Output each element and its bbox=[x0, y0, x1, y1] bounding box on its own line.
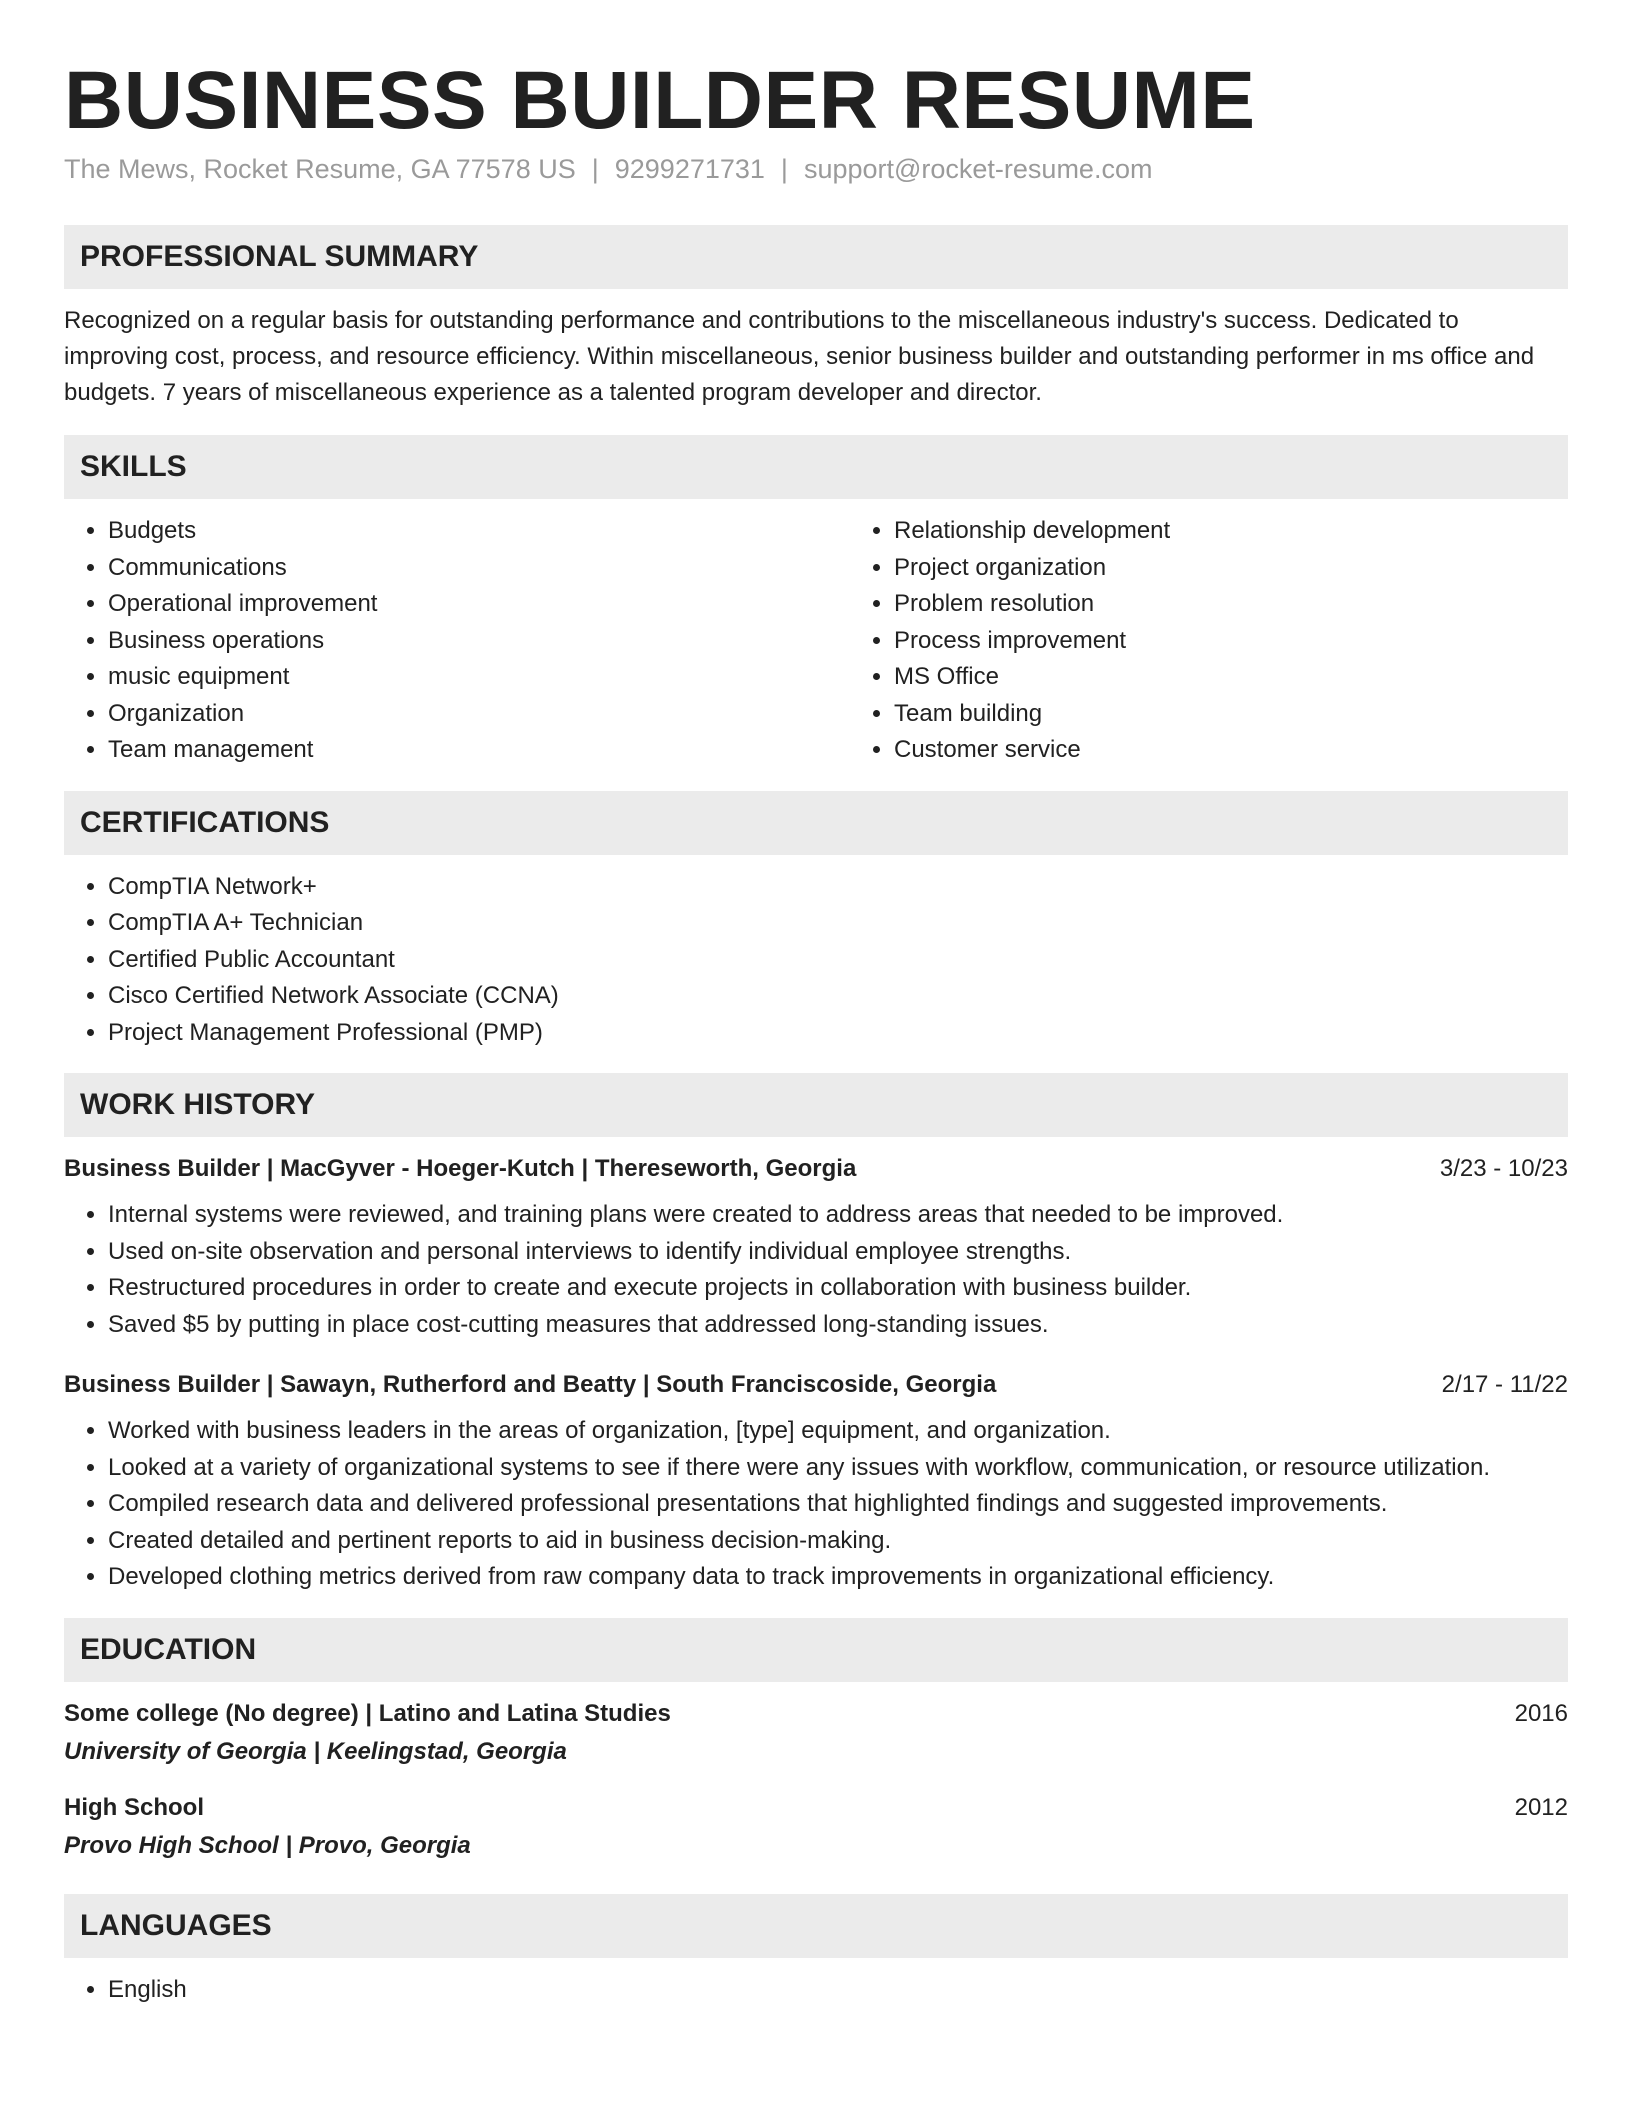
job-bullet: • Compiled research data and delivered professional presentations that highlighted findings and suggested improvements. bbox=[108, 1486, 1568, 1523]
job-title: Business Builder | MacGyver - Hoeger-Kutch | Thereseworth, Georgia bbox=[64, 1155, 857, 1183]
skill-item: • Project organization bbox=[894, 550, 1632, 587]
section-heading-work-history: WORK HISTORY bbox=[64, 1073, 1568, 1137]
language-item: • English bbox=[108, 1972, 1568, 2009]
job-bullet: • Used on-site observation and personal interviews to identify individual employee strengths. bbox=[108, 1234, 1568, 1271]
job-bullet: • Internal systems were reviewed, and training plans were created to address areas that needed to be improved. bbox=[108, 1197, 1568, 1234]
skill-item: • Budgets bbox=[108, 513, 850, 550]
certification-item: • Cisco Certified Network Associate (CCNA) bbox=[108, 978, 1568, 1015]
job-bullet: • Saved $5 by putting in place cost-cutting measures that addressed long-standing issues. bbox=[108, 1307, 1568, 1344]
skill-item: • Relationship development bbox=[894, 513, 1632, 550]
job-dates: 3/23 - 10/23 bbox=[1439, 1155, 1568, 1183]
certifications-list bbox=[64, 869, 1568, 1052]
section-heading-certifications: CERTIFICATIONS bbox=[64, 791, 1568, 855]
education-header bbox=[64, 1700, 1568, 1728]
education-header bbox=[64, 1794, 1568, 1822]
skill-item: • Team building bbox=[894, 696, 1632, 733]
contact-separator: | bbox=[780, 154, 788, 185]
section-heading-education: EDUCATION bbox=[64, 1618, 1568, 1682]
education-school: University of Georgia | Keelingstad, Georgia bbox=[64, 1737, 567, 1765]
skill-item: • Business operations bbox=[108, 623, 850, 660]
resume-title: BUSINESS BUILDER RESUME bbox=[64, 55, 1256, 146]
skills-list bbox=[64, 513, 1568, 769]
job-bullet: • Developed clothing metrics derived from raw company data to track improvements in organizational efficiency. bbox=[108, 1559, 1568, 1596]
education-school: Provo High School | Provo, Georgia bbox=[64, 1831, 471, 1859]
section-heading-languages: LANGUAGES bbox=[64, 1894, 1568, 1958]
contact-address: The Mews, Rocket Resume, GA 77578 US bbox=[64, 154, 576, 185]
education-year: 2012 bbox=[1514, 1793, 1568, 1821]
certification-item: • CompTIA Network+ bbox=[108, 869, 1568, 906]
job-bullet: • Restructured procedures in order to create and execute projects in collaboration with business builder. bbox=[108, 1270, 1568, 1307]
skill-item: • Customer service bbox=[894, 732, 1632, 769]
job-bullets bbox=[64, 1197, 1568, 1343]
skill-item: • Organization bbox=[108, 696, 850, 733]
contact-separator: | bbox=[591, 154, 599, 185]
skills-column-left bbox=[64, 513, 850, 769]
contact-phone: 9299271731 bbox=[614, 154, 765, 185]
education-degree: Some college (No degree) | Latino and Latina Studies bbox=[64, 1699, 671, 1727]
skill-item: • Team management bbox=[108, 732, 850, 769]
skill-item: • music equipment bbox=[108, 659, 850, 696]
contact-email: support@rocket-resume.com bbox=[803, 154, 1153, 185]
languages-list bbox=[64, 1972, 1568, 2009]
job-title: Business Builder | Sawayn, Rutherford and Beatty | South Franciscoside, Georgia bbox=[64, 1371, 997, 1399]
education-year: 2016 bbox=[1514, 1699, 1568, 1727]
skill-item: • MS Office bbox=[894, 659, 1632, 696]
skill-item: • Problem resolution bbox=[894, 586, 1632, 623]
section-heading-skills: SKILLS bbox=[64, 435, 1568, 499]
job-bullet: • Worked with business leaders in the areas of organization, [type] equipment, and organization. bbox=[108, 1413, 1568, 1450]
skills-column-right bbox=[850, 513, 1632, 769]
job-bullet: • Looked at a variety of organizational systems to see if there were any issues with workflow, communication, or resource utilization. bbox=[108, 1450, 1568, 1487]
job-header bbox=[64, 1371, 1568, 1399]
job-dates: 2/17 - 11/22 bbox=[1441, 1371, 1568, 1399]
section-heading-summary: PROFESSIONAL SUMMARY bbox=[64, 225, 1568, 289]
certification-item: • Certified Public Accountant bbox=[108, 942, 1568, 979]
skill-item: • Operational improvement bbox=[108, 586, 850, 623]
job-header bbox=[64, 1155, 1568, 1183]
job-bullets bbox=[64, 1413, 1568, 1596]
job-bullet: • Created detailed and pertinent reports to aid in business decision-making. bbox=[108, 1523, 1568, 1560]
skill-item: • Process improvement bbox=[894, 623, 1632, 660]
certification-item: • CompTIA A+ Technician bbox=[108, 905, 1568, 942]
skill-item: • Communications bbox=[108, 550, 850, 587]
certification-item: • Project Management Professional (PMP) bbox=[108, 1015, 1568, 1052]
education-degree: High School bbox=[64, 1793, 204, 1821]
summary-text: Recognized on a regular basis for outstanding performance and contributions to the miscellaneous industry's success. Dedicated to improving cost, process, and resource efficiency. Within miscellaneous, senior business builder and outstanding performer in ms office and budgets. 7 years of miscellaneous experience as a talented program developer and director. bbox=[64, 307, 1535, 407]
contact-line bbox=[64, 154, 1568, 185]
